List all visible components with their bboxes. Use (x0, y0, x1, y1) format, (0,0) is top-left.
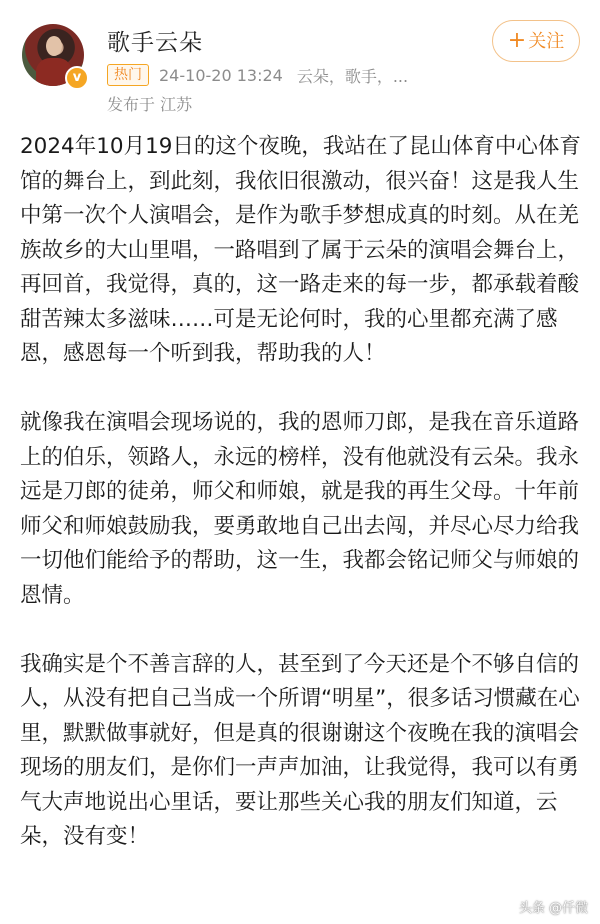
verified-badge-icon: v (65, 66, 89, 90)
hot-badge: 热门 (107, 64, 149, 86)
follow-label: 关注 (528, 31, 565, 52)
username[interactable]: 歌手云朵 (107, 30, 203, 56)
plus-icon: + (507, 28, 527, 53)
post-timestamp: 24-10-20 13:24 (159, 65, 283, 85)
avatar-face (46, 36, 62, 56)
paragraph-1: 2024年10月19日的这个夜晚，我站在了昆山体育中心体育馆的舞台上，到此刻，我依旧很激动，很兴奋！这是我人生中第一次个人演唱会，是作为歌手梦想成真的时刻。从在羌族故乡的大山里唱，一路唱到了属于云朵的演唱会舞台上，再回首，我觉得，真的，这一路走来的每一步，都承载着酸甜苦辣太多滋味……可是无论何时，我的心里都充满了感恩，感恩每一个听到我，帮助我的人！ (20, 134, 581, 366)
post-meta (107, 62, 408, 88)
paragraph-2: 就像我在演唱会现场说的，我的恩师刀郎，是我在音乐道路上的伯乐，领路人，永远的榜样，没有他就没有云朵。我永远是刀郎的徒弟，师父和师娘，就是我的再生父母。十年前师父和师娘鼓励我，要勇敢地自己出去闯，并尽心尽力给我一切他们能给予的帮助，这一生，我都会铭记师父与师娘的恩情。 (20, 410, 580, 608)
mentions[interactable]: 云朵，歌手，... (296, 66, 409, 86)
post-body (20, 130, 584, 855)
watermark: 头条 @仟微 (518, 901, 588, 916)
post-location: 发布于 江苏 (107, 95, 193, 114)
paragraph-gap (20, 613, 584, 648)
follow-button[interactable] (492, 20, 580, 62)
post-header (0, 0, 600, 120)
paragraph-3: 我确实是个不善言辞的人，甚至到了今天还是个不够自信的人，从没有把自己当成一个所谓“明星”，很多话习惯藏在心里，默默做事就好，但是真的很谢谢这个夜晚在我的演唱会现场的朋友们，是你们一声声加油，让我觉得，我可以有勇气大声地说出心里话，要让那些关心我的朋友们知道，云朵，没有变！ (20, 651, 580, 849)
paragraph-gap (20, 372, 584, 407)
